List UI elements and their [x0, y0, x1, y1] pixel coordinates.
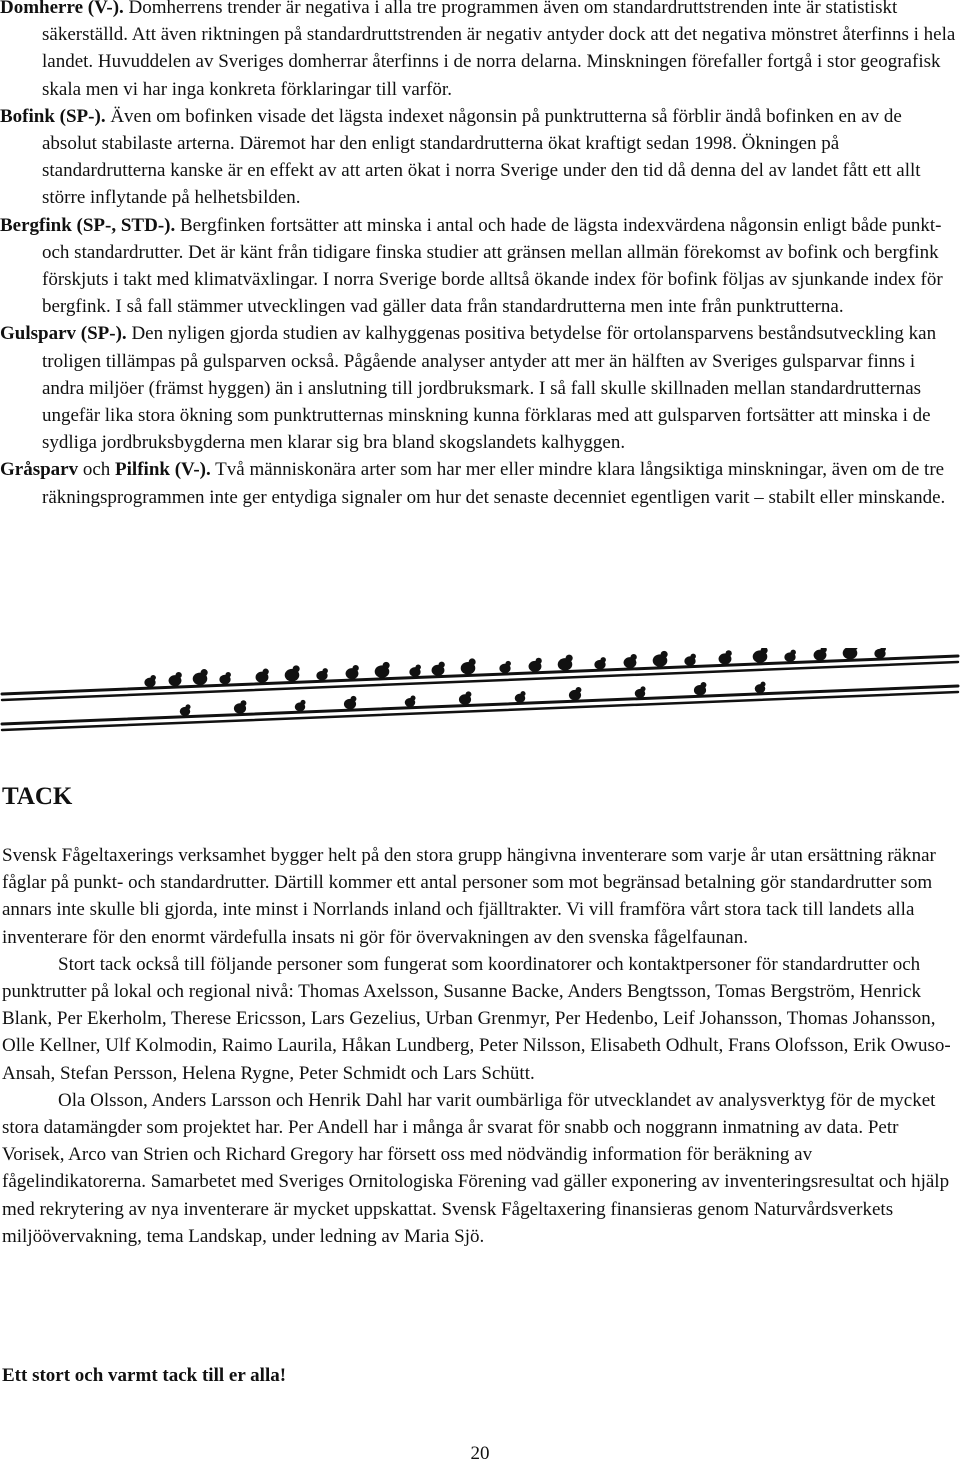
species-entry-bofink	[0, 103, 958, 212]
species-text: Domherrens trender är negativa i alla tre programmen även om standardruttstrenden inte är statistiskt säkerställd. Att även riktningen på standardruttstrenden är negativ antyder dock att det negativa mönstret återfinns i hela landet. Huvuddelen av Sveriges domherrar återfinns i de norra delarna. Minskningen förefaller fortgå i stor geografisk skala men vi har inga konkreta förklaringar till varför.	[42, 0, 956, 100]
wire	[2, 686, 958, 724]
species-text: Bergfinken fortsätter att minska i antal och hade de lägsta indexvärdena någonsin enligt både punkt- och standardrutter. Det är känt från tidigare finska studier att gränsen mellan allmän förekomst av bofink och bergfink förskjuts i takt med klimatväxlingar. I norra Sverige borde alltså ökande index för bofink följas av sjunkande index för bergfink. I så fall stämmer utvecklingen vad gäller data från standardrutterna men inte från punktrutterna.	[42, 214, 943, 318]
bird-head	[322, 668, 327, 673]
bird-head	[726, 650, 732, 656]
species-name: Bofink (SP-).	[0, 105, 106, 127]
bird-head	[439, 662, 445, 668]
bird-head	[201, 669, 208, 676]
species-entry-grasparv-pilfink	[0, 456, 958, 510]
bird-head	[760, 682, 765, 687]
bird-head	[351, 696, 357, 702]
bird-head	[631, 654, 637, 660]
bird-head	[241, 700, 247, 706]
species-text: Den nyligen gjorda studien av kalhyggenas positiva betydelse för ortolansparvens beståndsutveckling kan troligen tillämpas på gulsparven också. Pågående analyser antyder att mer än hälften av Sveriges gulsparvar finns i andra miljöer (främst hyggen) än i anslutning till jordbruksmark. I så fall skulle skillnaden mellan standardrutternas ungefär lika stora ökning som punktrutternas minskning kunna förklaras med att gulsparven fortsätter att minska i de sydliga jordbruksbygderna men klarar sig bra bland skogslandets kalhyggen.	[42, 323, 937, 454]
bird-head	[566, 655, 573, 662]
wire	[2, 692, 958, 730]
bird-head	[353, 665, 359, 671]
ack-paragraph: Svensk Fågeltaxerings verksamhet bygger helt på den stora grupp hängivna inventerare som varje år utan ersättning räknar fåglar på punkt- och standardrutter. Därtill kommer ett antal personer som mot begränsad betalning gör standardrutter som annars inte skulle bli gjorda, inte minst i Norrlands inland och fjälltrakter. Vi vill framföra vårt stora tack till landets alla inventerare för den enormt värdefulla insats ni gör för övervakningen av den svenska fågelfaunan.	[2, 845, 936, 948]
species-section	[0, 0, 958, 511]
bird-head	[176, 672, 182, 678]
bird-head	[150, 675, 155, 680]
bird-head	[410, 695, 415, 700]
bird-head	[225, 672, 230, 677]
bird-head	[690, 654, 695, 659]
species-text: Även om bofinken visade det lägsta indexet någonsin på punktrutterna så förblir ändå bofinken en av de absolut stabilaste arterna. Däremot har den enligt standardrutterna ökat kraftigt sedan 1998. Ökningen på standardrutterna kanske är en effekt av att arten ökat i norra Sverige under den tid då denna del av landet fått ett allt större inflytande på helhetsbilden.	[42, 105, 921, 209]
bird-head	[640, 686, 645, 691]
bird-head	[600, 657, 605, 662]
bird-head	[383, 662, 390, 669]
bird-head	[790, 650, 795, 655]
section-heading: TACK	[2, 783, 73, 810]
bird-head	[505, 661, 510, 666]
bird-head	[520, 691, 525, 696]
species-name: Domherre (V-).	[0, 0, 124, 18]
bird-head	[661, 651, 668, 658]
species-name: Gulsparv (SP-).	[0, 323, 127, 345]
birds-on-wires-illustration	[0, 648, 960, 748]
page-number: 20	[470, 1443, 490, 1464]
acknowledgements-body	[2, 842, 958, 1250]
bird-head	[701, 682, 707, 688]
ack-paragraph: Ola Olsson, Anders Larsson och Henrik Dahl har varit oumbärliga för utvecklandet av analysverktyg för de mycket stora datamängder som projektet har. Per Andell har i många år svarat för snabb och noggrann inmatning av data. Petr Vorisek, Arco van Strien och Richard Gregory har försett oss med nödvändig information för beräkning av fågelindikatorerna. Samarbetet med Sveriges Ornitologiska Förening vad gäller exponering av inventeringsresultat och hjälp med rekrytering av nya inventerare är mycket uppskattat. Svensk Fågeltaxering finansieras genom Naturvårdsverkets miljöövervakning, tema Landskap, under ledning av Maria Sjö.	[2, 1089, 950, 1247]
species-name: Bergfink (SP-, STD-).	[0, 214, 176, 236]
species-text: Två människonära arter som har mer eller mindre klara långsiktiga minskningar, även om de tre räkningsprogrammen inte ger entydiga signaler om hur det senaste decenniet egentligen varit – stabilt eller minskande.	[42, 459, 946, 508]
bird-head	[536, 658, 542, 664]
bird-head	[469, 658, 476, 665]
species-entry-domherre	[0, 0, 958, 103]
bird-head	[185, 704, 190, 709]
bird-head	[415, 664, 420, 669]
bird-head	[300, 700, 305, 705]
ack-paragraph: Stort tack också till följande personer som fungerat som koordinatorer och kontaktpersoner för standardrutter och punktrutter på lokal och regional nivå: Thomas Axelsson, Susanne Backe, Anders Bengtsson, Tomas Bergström, Henrick Blank, Per Ekerholm, Therese Ericsson, Lars Gezelius, Urban Grenmyr, Per Hedenbo, Leif Johansson, Thomas Johansson, Olle Kellner, Ulf Kolmodin, Raimo Laurila, Håkan Lundberg, Peter Nilsson, Elisabeth Odhult, Frans Olofsson, Erik Owuso-Ansah, Stefan Persson, Helena Rygne, Peter Schmidt och Lars Schütt.	[2, 953, 951, 1084]
bird-head	[466, 691, 472, 697]
species-joiner: och	[82, 459, 111, 481]
species-entry-gulsparv	[0, 320, 958, 456]
closing-line: Ett stort och varmt tack till er alla!	[2, 1365, 287, 1386]
wire	[2, 656, 958, 694]
species-name-a: Gråsparv	[0, 459, 79, 481]
bird-head	[576, 687, 582, 693]
bird-head	[293, 665, 300, 672]
species-entry-bergfink	[0, 212, 958, 321]
bird-head	[263, 669, 269, 675]
species-name-b: Pilfink (V-).	[115, 459, 211, 481]
